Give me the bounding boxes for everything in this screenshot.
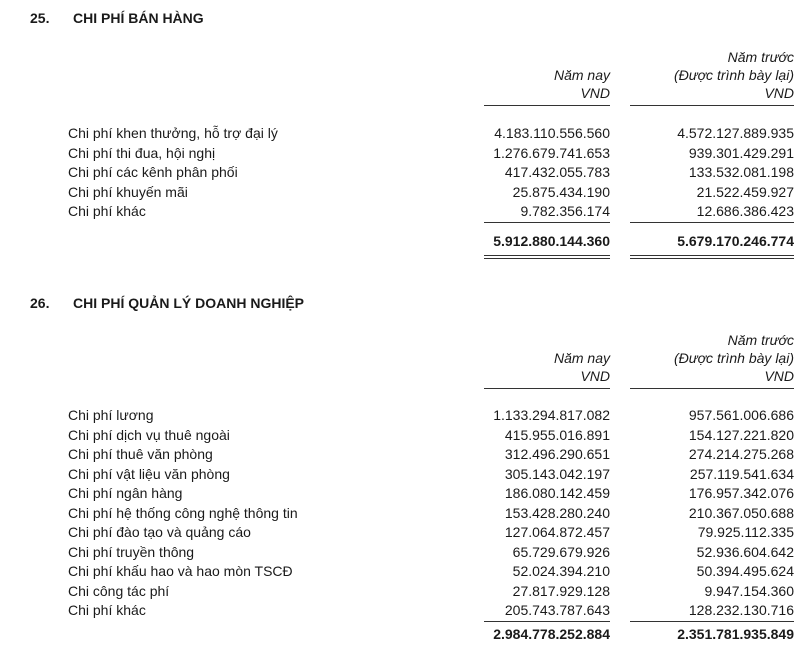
header-underline-previous: [630, 105, 794, 106]
row-current-value: 312.496.290.651: [504, 446, 610, 462]
row-label: Chi phí thi đua, hội nghị: [68, 144, 216, 161]
section-title: CHI PHÍ BÁN HÀNG: [73, 10, 204, 26]
row-label: Chi phí khuyến mãi: [68, 183, 188, 200]
subtotal-rule-previous: [630, 222, 794, 223]
row-current-value: 27.817.929.128: [512, 582, 610, 599]
row-current-value: 9.782.356.174: [520, 203, 610, 219]
header-previous-year-title: Năm trước: [727, 332, 794, 348]
row-previous-value: 939.301.429.291: [688, 144, 794, 161]
row-previous-value: 4.572.127.889.935: [677, 125, 794, 141]
table-row: [0, 523, 807, 543]
header-current-year-title: Năm nay: [553, 67, 610, 83]
row-current-value: 4.183.110.556.560: [494, 125, 610, 141]
row-previous-value: 79.925.112.335: [697, 524, 794, 540]
row-current-value: 65.729.679.926: [512, 543, 610, 560]
header-previous-year-note: (Được trình bày lại): [673, 350, 794, 366]
table-row: [0, 504, 807, 524]
table-row: [0, 202, 807, 222]
row-previous-value: 210.367.050.688: [688, 504, 794, 521]
row-current-value: 417.432.055.783: [504, 164, 610, 180]
header-previous-year-note: (Được trình bày lại): [673, 67, 794, 83]
table-row: [0, 445, 807, 465]
row-label: Chi phí lương: [68, 407, 154, 423]
header-underline-previous: [630, 388, 794, 389]
table-row: [0, 144, 807, 164]
expense-rows: [0, 406, 807, 621]
row-previous-value: 154.127.221.820: [688, 426, 794, 443]
row-label: Chi phí truyền thông: [68, 543, 195, 560]
table-row: [0, 406, 807, 426]
header-underline-current: [484, 388, 610, 389]
total-row: [0, 624, 807, 644]
table-row: [0, 183, 807, 203]
total-previous-value: 2.351.781.935.849: [677, 626, 794, 642]
row-current-value: 1.276.679.741.653: [493, 144, 610, 161]
row-label: Chi phí đào tạo và quảng cáo: [68, 524, 251, 540]
row-previous-value: 957.561.006.686: [688, 407, 794, 423]
subtotal-rule-previous: [630, 621, 794, 622]
table-row: [0, 426, 807, 446]
table-row: [0, 163, 807, 183]
row-current-value: 205.743.787.643: [504, 602, 610, 618]
table-row: [0, 484, 807, 504]
table-row: [0, 601, 807, 621]
total-current-value: 2.984.778.252.884: [493, 626, 610, 642]
row-label: Chi phí dịch vụ thuê ngoài: [68, 426, 230, 443]
row-label: Chi phí hệ thống công nghệ thông tin: [68, 504, 298, 521]
row-current-value: 52.024.394.210: [512, 563, 610, 579]
row-previous-value: 274.214.275.268: [688, 446, 794, 462]
row-current-value: 25.875.434.190: [512, 183, 610, 200]
table-row: [0, 562, 807, 582]
table-row: [0, 543, 807, 563]
row-previous-value: 176.957.342.076: [688, 485, 794, 501]
header-current-year-unit: VND: [580, 85, 610, 101]
total-double-rule-current: [484, 255, 610, 259]
section-title: CHI PHÍ QUẢN LÝ DOANH NGHIỆP: [73, 295, 305, 311]
row-previous-value: 133.532.081.198: [688, 164, 794, 180]
row-previous-value: 257.119.541.634: [689, 465, 794, 482]
header-previous-year-unit: VND: [764, 368, 794, 384]
row-current-value: 127.064.872.457: [504, 524, 610, 540]
row-label: Chi phí khác: [68, 203, 146, 219]
header-underline-current: [484, 105, 610, 106]
row-label: Chi phí các kênh phân phối: [68, 164, 238, 180]
row-label: Chi phí ngân hàng: [68, 485, 183, 501]
row-label: Chi phí khấu hao và hao mòn TSCĐ: [68, 563, 293, 579]
header-current-year-title: Năm nay: [553, 350, 610, 366]
row-label: Chi phí thuê văn phòng: [68, 446, 213, 462]
table-row: [0, 124, 807, 144]
row-previous-value: 12.686.386.423: [696, 203, 794, 219]
row-previous-value: 128.232.130.716: [688, 602, 794, 618]
row-previous-value: 21.522.459.927: [696, 183, 794, 200]
subtotal-rule-current: [484, 222, 610, 223]
row-label: Chi phí vật liệu văn phòng: [68, 465, 230, 482]
section-number: 26.: [30, 295, 50, 311]
total-current-value: 5.912.880.144.360: [493, 233, 610, 249]
section-number: 25.: [30, 10, 50, 26]
row-label: Chi công tác phí: [68, 582, 170, 599]
header-current-year-unit: VND: [580, 368, 610, 384]
subtotal-rule-current: [484, 621, 610, 622]
total-row: [0, 231, 807, 251]
total-previous-value: 5.679.170.246.774: [677, 233, 794, 249]
row-previous-value: 50.394.495.624: [696, 563, 794, 579]
header-previous-year-unit: VND: [764, 85, 794, 101]
row-label: Chi phí khen thưởng, hỗ trợ đại lý: [68, 125, 278, 141]
row-current-value: 186.080.142.459: [504, 485, 610, 501]
row-current-value: 153.428.280.240: [504, 504, 610, 521]
header-previous-year-title: Năm trước: [727, 49, 794, 65]
row-current-value: 415.955.016.891: [504, 426, 610, 443]
table-row: [0, 465, 807, 485]
row-previous-value: 9.947.154.360: [704, 582, 794, 599]
table-row: [0, 582, 807, 602]
row-current-value: 1.133.294.817.082: [493, 407, 610, 423]
row-current-value: 305.143.042.197: [504, 465, 610, 482]
total-double-rule-previous: [630, 255, 794, 259]
row-label: Chi phí khác: [68, 602, 146, 618]
row-previous-value: 52.936.604.642: [696, 543, 794, 560]
expense-rows: [0, 124, 807, 222]
